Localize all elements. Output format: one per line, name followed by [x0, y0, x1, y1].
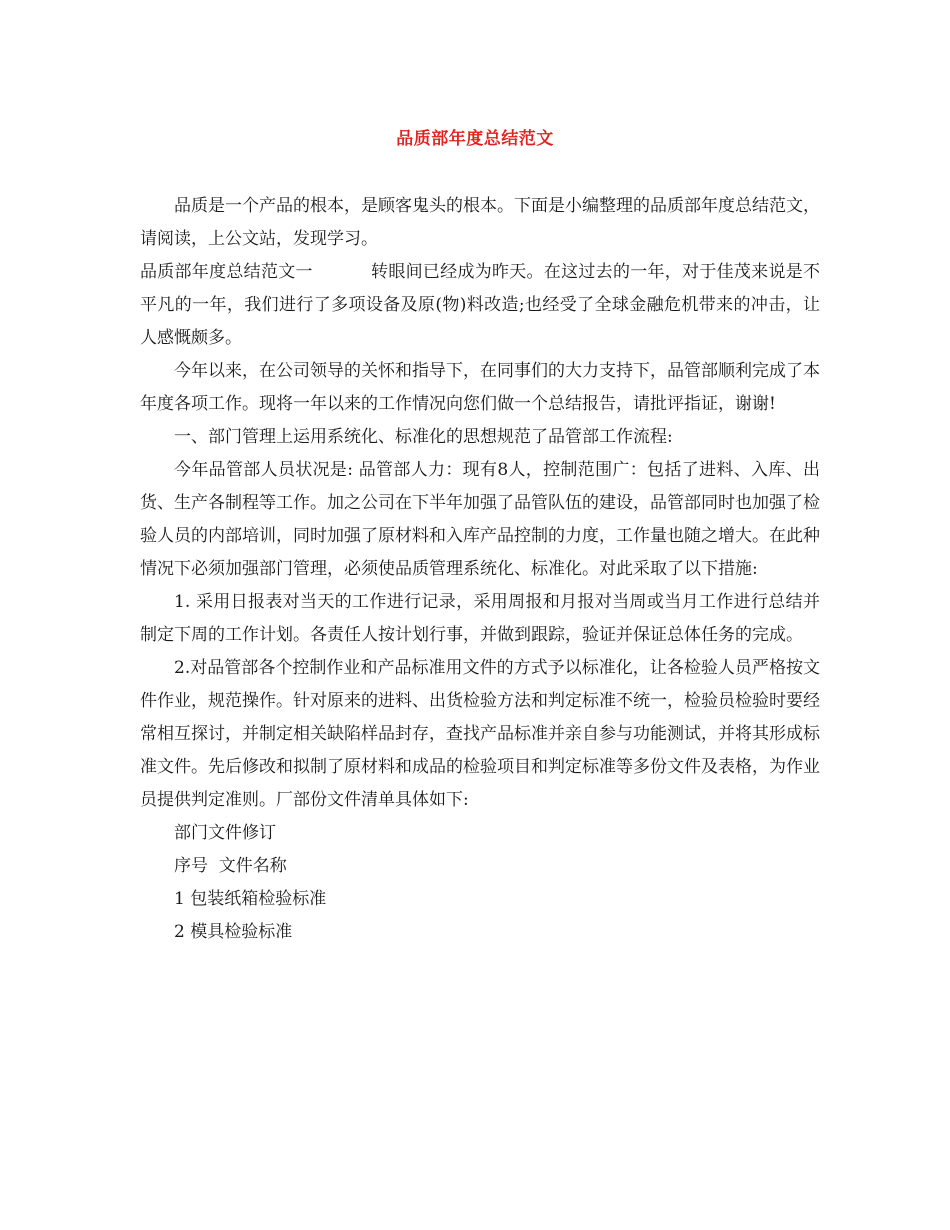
file-list-item: 1 包装纸箱检验标准 [174, 889, 327, 909]
section1-heading: 品质部年度总结范文一 [140, 262, 313, 282]
summary-paragraph: 今年以来，在公司领导的关怀和指导下，在同事们的大力支持下，品管部顺利完成了本年度各项工作。现将一年以来的工作情况向您们做一个总结报告，请批评指证，谢谢! [140, 361, 820, 414]
intro-paragraph: 品质是一个产品的根本，是顾客鬼头的根本。下面是小编整理的品质部年度总结范文，请阅读，上公文站，发现学习。 [140, 196, 820, 249]
file-list-title: 部门文件修订 [174, 823, 276, 843]
document-body [140, 190, 820, 949]
measure-item-1: 1. 采用日报表对当天的工作进行记录，采用周报和月报对当周或当月工作进行总结并制定下周的工作计划。各责任人按计划行事，并做到跟踪，验证并保证总体任务的完成。 [140, 592, 820, 645]
section1-text: 转眼间已经成为昨天。在这过去的一年，对于佳茂来说是不平凡的一年，我们进行了多项设备及原(物)料改造;也经受了全球金融危机带来的冲击，让人感慨颇多。 [140, 262, 821, 348]
file-list-item: 2 模具检验标准 [174, 922, 293, 942]
section1-paragraph [140, 256, 820, 355]
staff-paragraph: 今年品管部人员状况是: 品管部人力：现有8人，控制范围广：包括了进料、入库、出货、生产各制程等工作。加之公司在下半年加强了品管队伍的建设，品管部同时也加强了检验人员的内部培训，同时加强了原材料和入库产品控制的力度，工作量也随之增大。在此种情况下必须加强部门管理，必须使品质管理系统化、标准化。对此采取了以下措施: [140, 460, 820, 579]
measure-item-2: 2.对品管部各个控制作业和产品标准用文件的方式予以标准化，让各检验人员严格按文件作业，规范操作。针对原来的进料、出货检验方法和判定标准不统一，检验员检验时要经常相互探讨，并制定相关缺陷样品封存，查找产品标准并亲自参与功能测试，并将其形成标准文件。先后修改和拟制了原材料和成品的检验项目和判定标准等多份文件及表格，为作业员提供判定准则。厂部份文件清单具体如下: [140, 658, 820, 810]
heading-one: 一、部门管理上运用系统化、标准化的思想规范了品管部工作流程: [174, 427, 673, 447]
document-title: 品质部年度总结范文 [396, 129, 554, 149]
file-list-header: 序号 文件名称 [174, 856, 287, 876]
